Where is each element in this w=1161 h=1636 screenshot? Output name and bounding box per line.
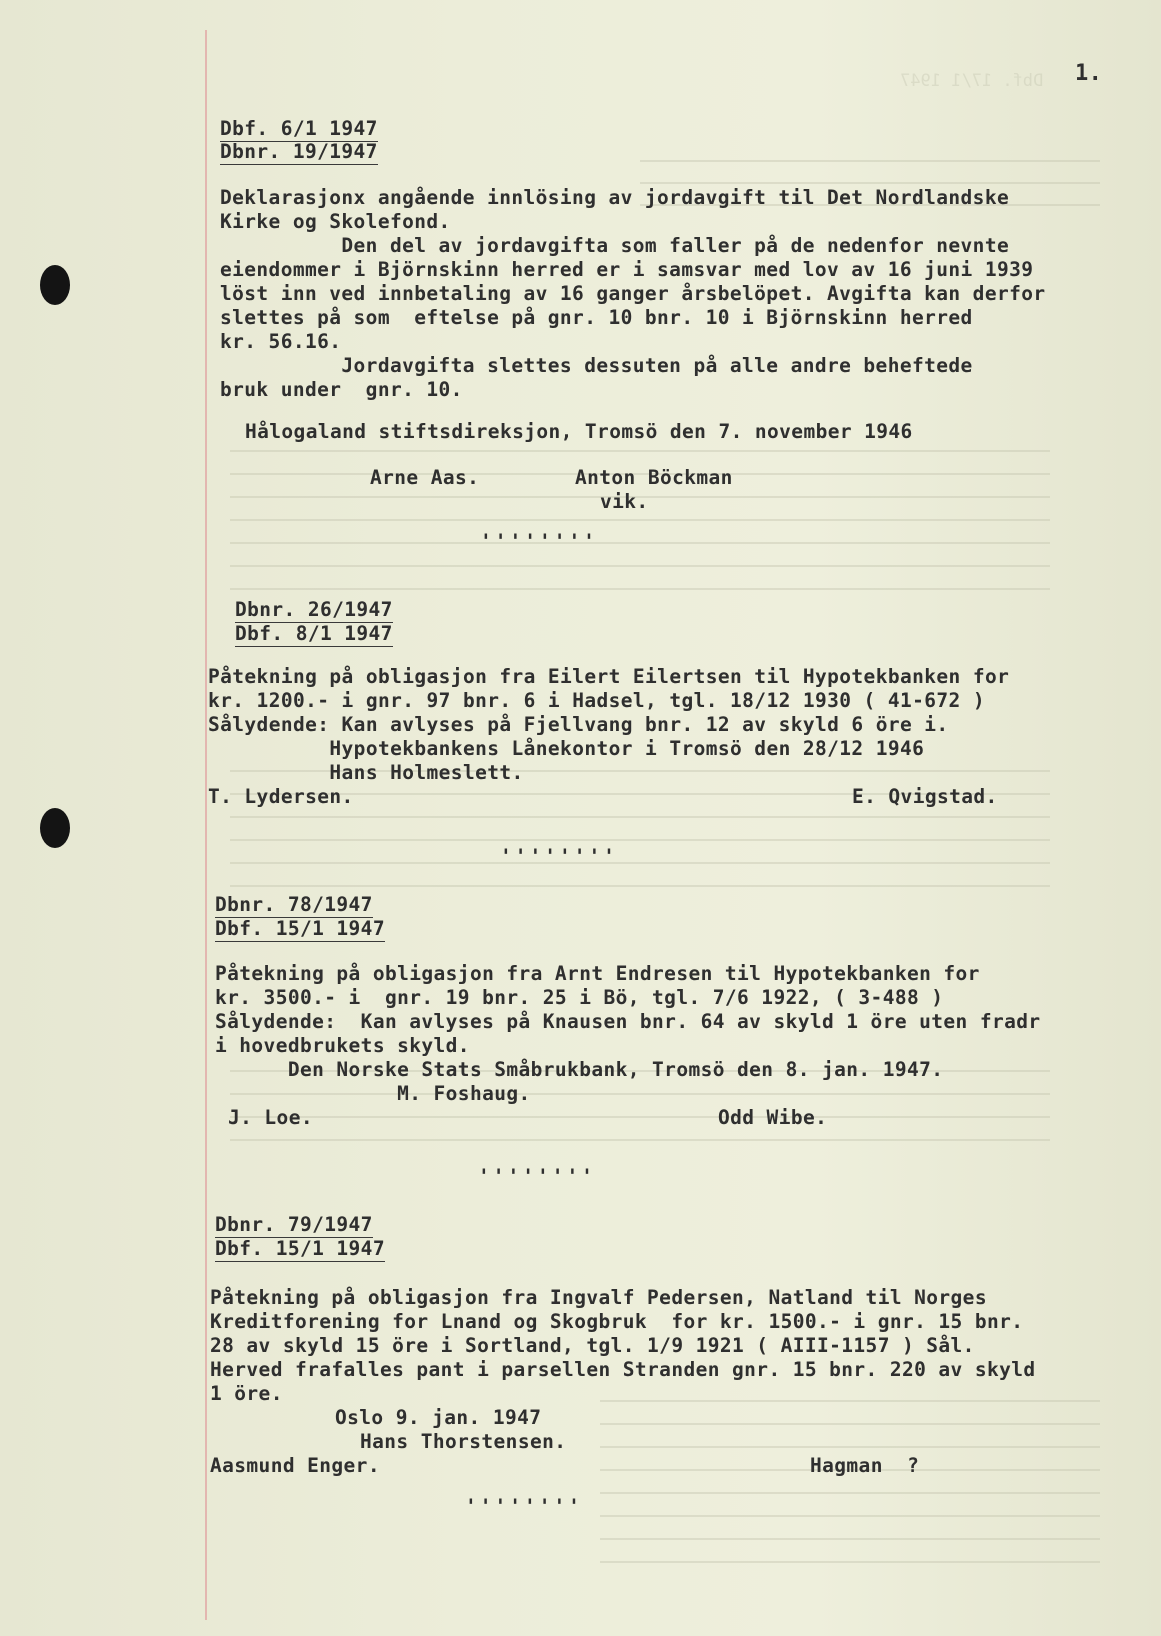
entry-text-line: Påtekning på obligasjon fra Arnt Endresen til Hypotekbanken for bbox=[215, 962, 980, 985]
signature: Arne Aas. bbox=[370, 466, 480, 489]
entry-text-line: 1 öre. bbox=[210, 1382, 283, 1405]
entry-text-line: Kirke og Skolefond. bbox=[220, 210, 451, 233]
punch-hole bbox=[40, 265, 70, 305]
entry-ref: Dbnr. 26/1947 bbox=[235, 598, 393, 621]
entry-text-line: eiendommer i Björnskinn herred er i samsvar med lov av 16 juni 1939 bbox=[220, 258, 1034, 281]
bleed-through: Dbf. 17/1 1947 bbox=[900, 71, 1044, 91]
signer: Hans Thorstensen. bbox=[360, 1430, 567, 1453]
entry-ref: Dbnr. 79/1947 bbox=[215, 1213, 373, 1236]
entry-text-line: Påtekning på obligasjon fra Eilert Eilertsen til Hypotekbanken for bbox=[208, 665, 1010, 688]
entry-text-line: i hovedbrukets skyld. bbox=[215, 1034, 470, 1057]
separator: '''''''' bbox=[465, 1495, 583, 1518]
entry-text-line: Kreditforening for Lnand og Skogbruk for kr. 1500.- i gnr. 15 bnr. bbox=[210, 1310, 1024, 1333]
entry-text-line: 28 av skyld 15 öre i Sortland, tgl. 1/9 1921 ( AIII-1157 ) Sål. bbox=[210, 1334, 975, 1357]
signature: Odd Wibe. bbox=[718, 1106, 828, 1129]
signature: T. Lydersen. bbox=[208, 785, 354, 808]
page-number: 1. bbox=[1075, 61, 1103, 86]
entry-text-line: Deklarasjonx angående innlösing av jordavgift til Det Nordlandske bbox=[220, 186, 1010, 209]
entry-ref: Dbf. 8/1 1947 bbox=[235, 622, 393, 645]
entry-text-line: löst inn ved innbetaling av 16 ganger årsbelöpet. Avgifta kan derfor bbox=[220, 282, 1046, 305]
separator: '''''''' bbox=[500, 845, 618, 868]
entry-text-line: M. Foshaug. bbox=[215, 1082, 531, 1105]
entry-text-line: Sålydende: Kan avlyses på Knausen bnr. 64 av skyld 1 öre uten fradr bbox=[215, 1010, 1041, 1033]
place-date: Oslo 9. jan. 1947 bbox=[335, 1406, 542, 1429]
entry-text-line: Herved frafalles pant i parsellen Stranden gnr. 15 bnr. 220 av skyld bbox=[210, 1358, 1036, 1381]
entry-text-line: kr. 1200.- i gnr. 97 bnr. 6 i Hadsel, tgl. 18/12 1930 ( 41-672 ) bbox=[208, 689, 985, 712]
entry-text-line: Påtekning på obligasjon fra Ingvalf Pedersen, Natland til Norges bbox=[210, 1286, 987, 1309]
entry-text-line: kr. 3500.- i gnr. 19 bnr. 25 i Bö, tgl. 7/6 1922, ( 3-488 ) bbox=[215, 986, 944, 1009]
entry-ref: Dbf. 6/1 1947 bbox=[220, 117, 378, 140]
signature: Anton Böckman bbox=[575, 466, 733, 489]
signature: J. Loe. bbox=[228, 1106, 313, 1129]
entry-text-line: slettes på som eftelse på gnr. 10 bnr. 10 i Björnskinn herred bbox=[220, 306, 973, 329]
entry-ref: Dbnr. 19/1947 bbox=[220, 140, 378, 163]
entry-ref: Dbnr. 78/1947 bbox=[215, 893, 373, 916]
entry-ref: Dbf. 15/1 1947 bbox=[215, 917, 385, 940]
entry-text-line: Sålydende: Kan avlyses på Fjellvang bnr. 12 av skyld 6 öre i. bbox=[208, 713, 949, 736]
bleed-through bbox=[600, 1400, 1100, 1580]
entry-ref: Dbf. 15/1 1947 bbox=[215, 1237, 385, 1260]
separator: '''''''' bbox=[478, 1165, 596, 1188]
margin-line bbox=[205, 30, 207, 1620]
entry-text-line: Jordavgifta slettes dessuten på alle andre beheftede bbox=[220, 354, 973, 377]
entry-text-line: Hans Holmeslett. bbox=[208, 761, 524, 784]
entry-text-line: bruk under gnr. 10. bbox=[220, 378, 463, 401]
place-date: Hålogaland stiftsdireksjon, Tromsö den 7. november 1946 bbox=[245, 420, 913, 443]
entry-text-line: kr. 56.16. bbox=[220, 330, 342, 353]
entry-text-line: Den Norske Stats Småbrukbank, Tromsö den 8. jan. 1947. bbox=[215, 1058, 944, 1081]
entry-text-line: Den del av jordavgifta som faller på de nedenfor nevnte bbox=[220, 234, 1010, 257]
signature: E. Qvigstad. bbox=[852, 785, 998, 808]
signature: Aasmund Enger. bbox=[210, 1454, 380, 1477]
punch-hole bbox=[40, 808, 70, 848]
signature: vik. bbox=[600, 490, 649, 513]
signature: Hagman ? bbox=[810, 1454, 920, 1477]
separator: '''''''' bbox=[480, 530, 598, 553]
entry-text-line: Hypotekbankens Lånekontor i Tromsö den 28/12 1946 bbox=[208, 737, 925, 760]
